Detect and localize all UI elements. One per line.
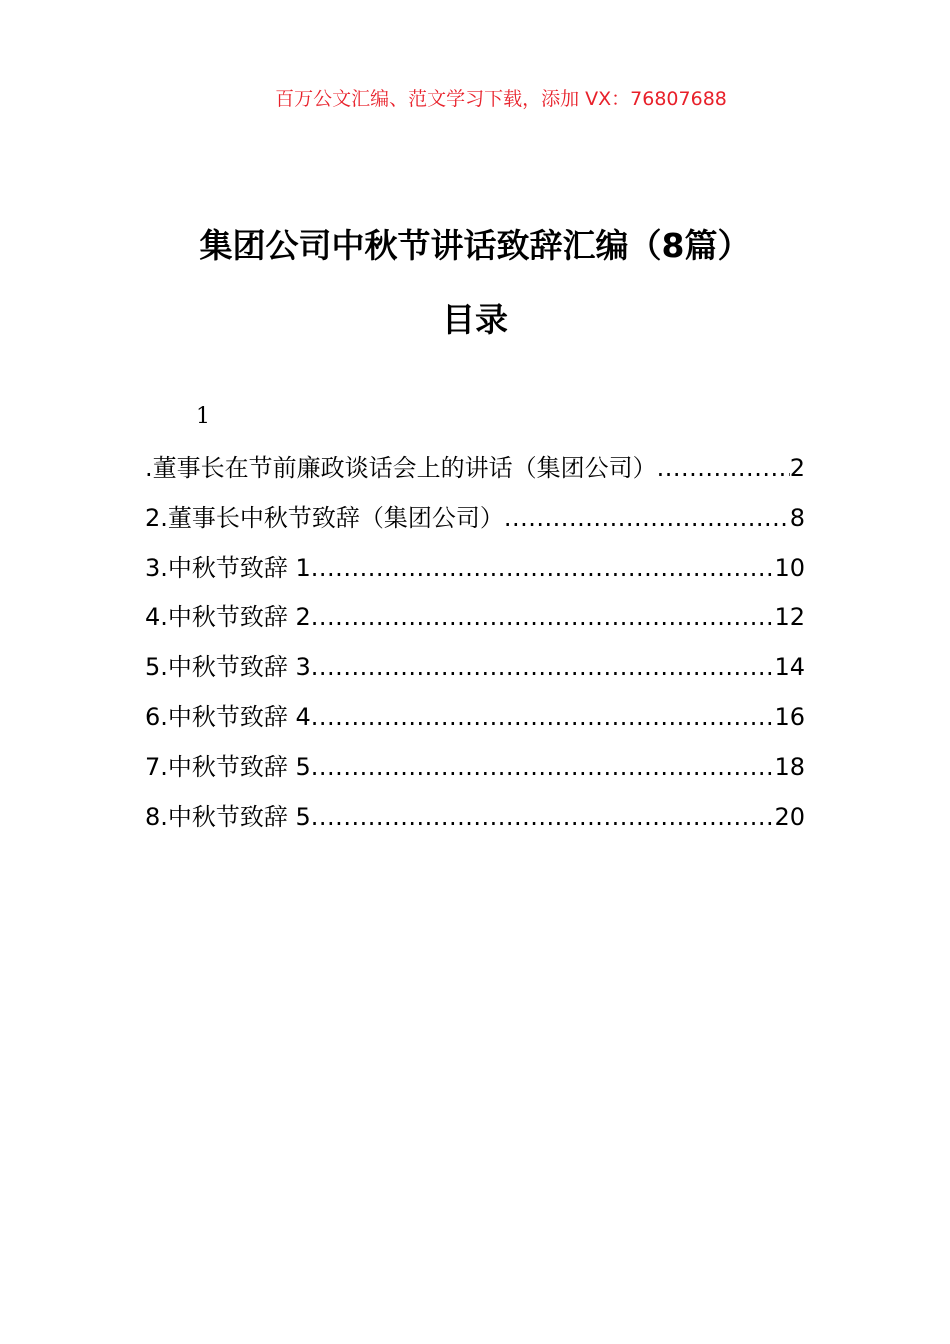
- toc-entry-label: 3.中秋节致辞 1: [145, 553, 311, 582]
- stray-page-number: 1: [196, 404, 210, 429]
- toc-entry-page: 20: [774, 802, 805, 831]
- toc-entry-2[interactable]: [145, 498, 805, 548]
- toc-entry-3[interactable]: [145, 548, 805, 598]
- toc-entry-page: 12: [774, 603, 805, 632]
- toc-entry-5[interactable]: [145, 647, 805, 697]
- toc-heading: 目录: [442, 300, 508, 339]
- toc-dot-leader: [311, 803, 775, 831]
- toc-entry-page: 8: [789, 503, 805, 532]
- toc-entry-label: 6.中秋节致辞 4: [145, 702, 311, 731]
- toc-entry-8[interactable]: [145, 797, 805, 847]
- toc-entry-page: 14: [774, 653, 805, 682]
- toc-entry-page: 2: [789, 454, 805, 482]
- toc-dot-leader: [311, 753, 775, 781]
- toc-entry-label: 8.中秋节致辞 5: [145, 802, 311, 831]
- table-of-contents: [145, 448, 805, 846]
- toc-entry-label: 5.中秋节致辞 3: [145, 653, 311, 682]
- toc-dot-leader: [657, 454, 790, 482]
- toc-entry-label: 4.中秋节致辞 2: [145, 603, 311, 632]
- toc-dot-leader: [311, 653, 775, 681]
- toc-entry-page: 18: [774, 752, 805, 781]
- toc-dot-leader: [311, 554, 775, 582]
- header-promo-note: 百万公文汇编、范文学习下载，添加 VX：76807688: [275, 88, 727, 110]
- toc-entry-label: .董事长在节前廉政谈话会上的讲话（集团公司）: [145, 454, 657, 482]
- toc-entry-4[interactable]: [145, 597, 805, 647]
- toc-entry-6[interactable]: [145, 697, 805, 747]
- document-title: 集团公司中秋节讲话致辞汇编（8篇）: [199, 226, 751, 265]
- toc-entry-7[interactable]: [145, 747, 805, 797]
- toc-entry-1[interactable]: [145, 448, 805, 498]
- toc-entry-label: 2.董事长中秋节致辞（集团公司）: [145, 503, 504, 532]
- toc-dot-leader: [311, 603, 775, 631]
- toc-dot-leader: [311, 703, 775, 731]
- toc-dot-leader: [504, 504, 790, 532]
- toc-entry-label: 7.中秋节致辞 5: [145, 752, 311, 781]
- toc-entry-page: 10: [774, 553, 805, 582]
- toc-entry-page: 16: [774, 702, 805, 731]
